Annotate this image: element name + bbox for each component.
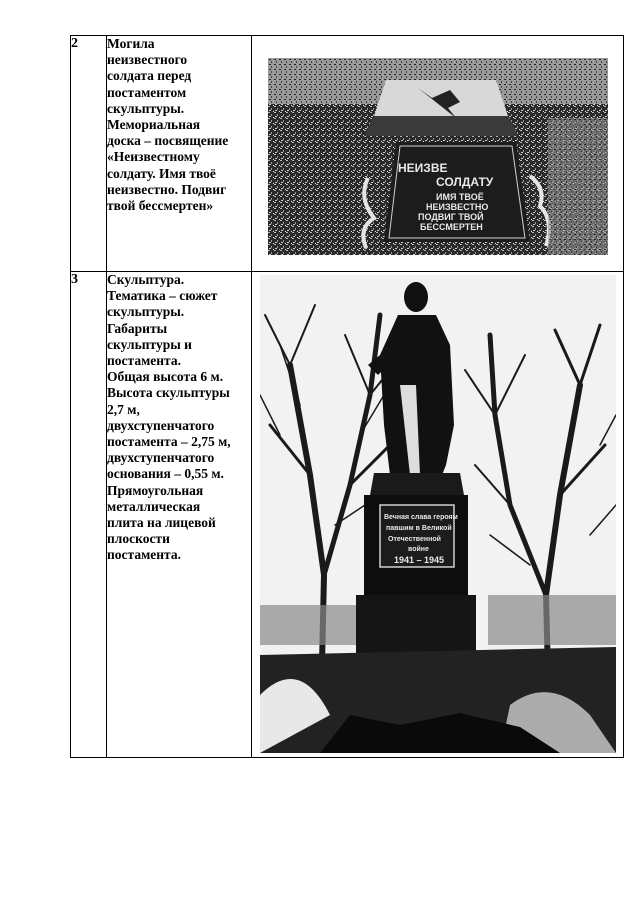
plaque-line: ПОДВИГ ТВОЙ xyxy=(418,212,484,222)
description-line: постамента. xyxy=(107,353,181,369)
description-line: постамента – 2,75 м, xyxy=(107,434,231,450)
description-line: Тематика – сюжет xyxy=(107,288,218,304)
description-line: основания – 0,55 м. xyxy=(107,466,224,482)
plaque-line: НЕИЗВЕСТНО xyxy=(426,202,489,212)
description-line: двухступенчатого xyxy=(107,450,215,466)
description-line: Общая высота 6 м. xyxy=(107,369,224,385)
description-line: плита на лицевой xyxy=(107,515,216,531)
plaque-line: Отечественной xyxy=(388,536,441,543)
description-line: 2,7 м, xyxy=(107,401,140,417)
plaque-line: НЕИЗВЕ xyxy=(398,161,448,175)
description-line: Высота скульптуры xyxy=(107,385,230,401)
row-description xyxy=(107,36,252,272)
description-line: солдату. Имя твоё xyxy=(107,165,216,181)
statue-photo xyxy=(260,275,616,753)
table-row xyxy=(71,272,624,758)
description-line: Могила xyxy=(107,36,155,51)
table-row xyxy=(71,36,624,272)
description-line: Мемориальная xyxy=(107,117,201,133)
monument-table xyxy=(70,35,624,758)
photo-cell xyxy=(252,36,624,272)
row-number: 2 xyxy=(71,36,107,272)
description-line: постамента. xyxy=(107,547,181,563)
plaque-line: павшим в Великой xyxy=(386,525,452,532)
description-line: «Неизвестному xyxy=(107,149,200,165)
description-line: Прямоугольная xyxy=(107,482,204,498)
description-line: скульптуры. xyxy=(107,100,185,116)
description-line: плоскости xyxy=(107,531,170,547)
description-line: неизвестно. Подвиг xyxy=(107,181,227,197)
row-number: 3 xyxy=(71,272,107,758)
plaque-line: 1941 – 1945 xyxy=(394,555,445,565)
row-description xyxy=(107,272,252,758)
description-line: доска – посвящение xyxy=(107,133,229,149)
plaque-line: войне xyxy=(408,546,429,553)
plaque-line: Вечная слава героям xyxy=(384,514,458,521)
description-line: Скульптура. xyxy=(107,272,185,287)
description-line: постаментом xyxy=(107,84,187,100)
description-line: скульптуры и xyxy=(107,336,192,352)
grave-plaque-photo xyxy=(268,58,608,255)
description-line: неизвестного xyxy=(107,52,188,68)
plaque-line: БЕССМЕРТЕН xyxy=(420,222,483,232)
description-line: металлическая xyxy=(107,498,201,514)
photo-cell xyxy=(252,272,624,758)
plaque-line: СОЛДАТУ xyxy=(436,175,494,189)
description-line: твой бессмертен» xyxy=(107,198,214,214)
description-line: солдата перед xyxy=(107,68,192,84)
description-line: Габариты xyxy=(107,320,168,336)
description-line: скульптуры. xyxy=(107,304,185,320)
description-line: двухступенчатого xyxy=(107,417,215,433)
plaque-line: ИМЯ ТВОЁ xyxy=(436,192,484,202)
